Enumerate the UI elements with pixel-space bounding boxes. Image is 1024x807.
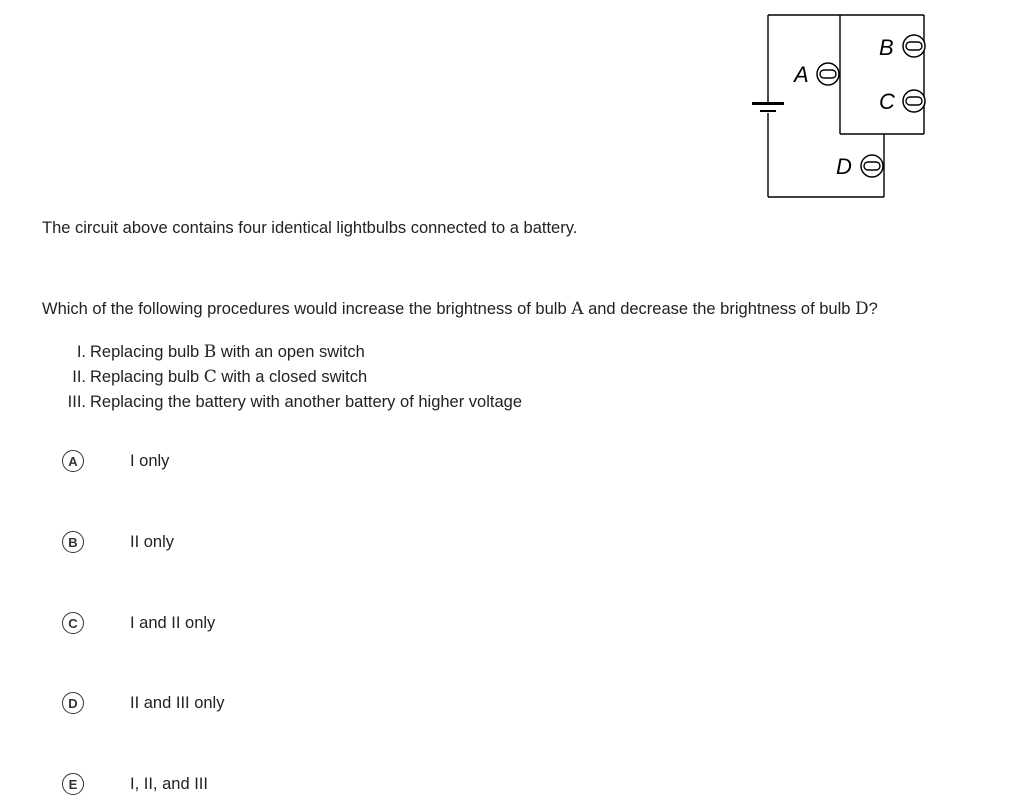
- option-text-e[interactable]: I, II, and III: [130, 774, 208, 793]
- procedure-text-start: Replacing bulb: [90, 343, 204, 361]
- question-bulb-a: A: [571, 299, 584, 319]
- procedure-text-start: Replacing the battery with another battery of higher voltage: [90, 393, 523, 411]
- procedure-text: [90, 340, 365, 365]
- bulb-c-label: C: [879, 89, 895, 114]
- circuit-diagram: [740, 6, 940, 206]
- battery-symbol: [752, 102, 784, 112]
- procedure-text-end: with an open switch: [216, 343, 365, 361]
- bulb-a-label: A: [794, 62, 809, 87]
- procedure-item-1: [56, 340, 522, 365]
- procedure-text-end: with a closed switch: [216, 368, 368, 386]
- procedure-number: III.: [67, 393, 86, 411]
- option-letter-b[interactable]: B: [62, 531, 84, 553]
- procedure-text: [90, 365, 367, 390]
- bulb-d-label: D: [836, 154, 852, 179]
- procedure-item-2: [56, 365, 522, 390]
- answer-option-c[interactable]: [62, 610, 215, 636]
- procedure-text-start: Replacing bulb: [90, 368, 204, 386]
- option-letter-a[interactable]: A: [62, 450, 84, 472]
- answer-option-d[interactable]: [62, 690, 224, 716]
- answer-option-b[interactable]: [62, 529, 174, 555]
- answer-option-a[interactable]: [62, 448, 169, 474]
- procedure-bulb-symbol: C: [203, 367, 217, 387]
- option-text-d[interactable]: II and III only: [130, 693, 225, 712]
- question-text-middle: and decrease the brightness of bulb: [583, 300, 856, 318]
- question-text-start: Which of the following procedures would increase the brightness of bulb: [42, 300, 572, 318]
- question-text-end: ?: [868, 300, 878, 318]
- bulb-c-icon: [903, 90, 925, 112]
- option-text-c[interactable]: I and II only: [130, 613, 216, 632]
- answer-option-e[interactable]: [62, 771, 208, 797]
- bulb-b-icon: [903, 35, 925, 57]
- option-letter-c[interactable]: C: [62, 612, 84, 634]
- option-letter-e[interactable]: E: [62, 773, 84, 795]
- bulb-a-icon: [817, 63, 839, 85]
- question-text: [42, 298, 878, 320]
- question-bulb-d: D: [855, 299, 869, 319]
- bulb-d-icon: [861, 155, 883, 177]
- question-stem: The circuit above contains four identical lightbulbs connected to a battery.: [42, 219, 578, 237]
- option-letter-d[interactable]: D: [62, 692, 84, 714]
- procedure-list: [56, 340, 522, 415]
- procedure-bulb-symbol: B: [203, 342, 217, 362]
- procedure-item-3: [56, 390, 522, 415]
- procedure-number: I.: [76, 343, 86, 361]
- procedure-number: II.: [72, 368, 86, 386]
- option-text-a[interactable]: I only: [130, 451, 170, 470]
- option-text-b[interactable]: II only: [130, 532, 175, 551]
- bulb-b-label: B: [879, 35, 894, 60]
- procedure-text: [90, 390, 522, 415]
